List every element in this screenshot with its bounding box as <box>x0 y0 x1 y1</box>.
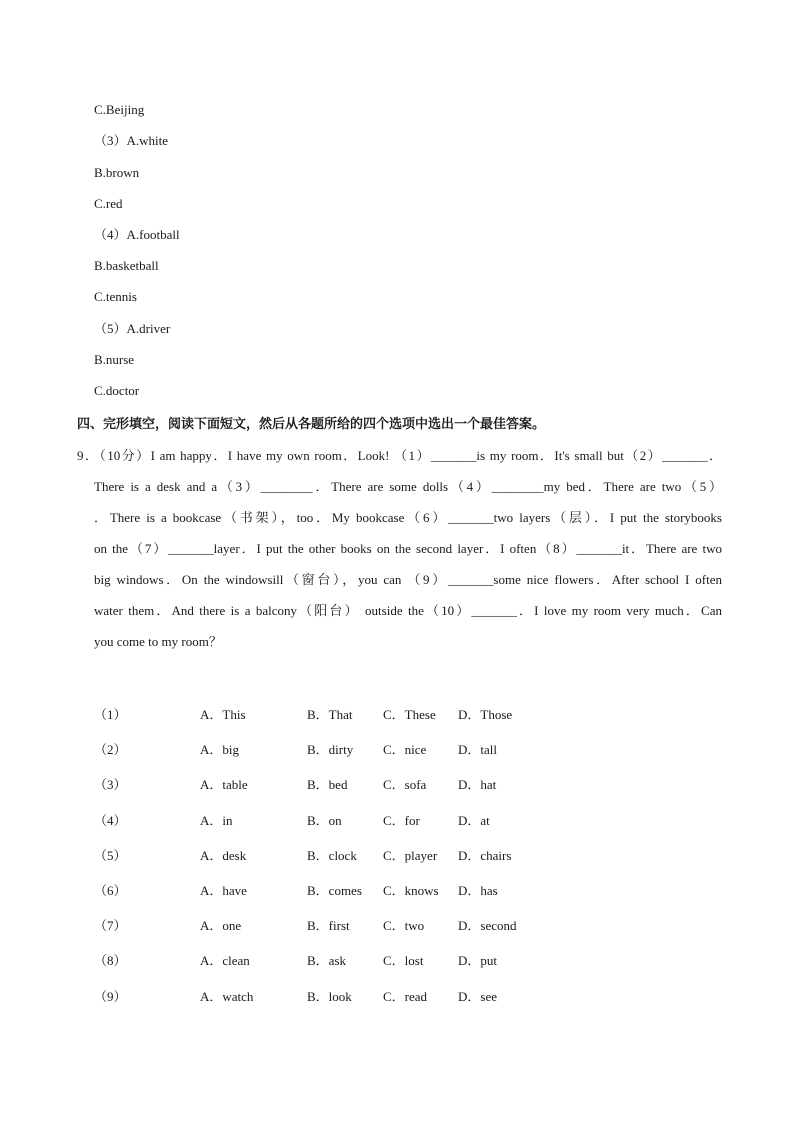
choice-a: A．This <box>200 707 246 723</box>
option-line: B.nurse <box>94 352 135 367</box>
table-row <box>94 872 538 907</box>
table-row <box>94 837 538 872</box>
question-number: （3） <box>94 777 127 793</box>
question-number: （8） <box>94 953 127 969</box>
choice-b: B．dirty <box>307 742 354 758</box>
choice-c: C．for <box>383 812 420 828</box>
question-number: （9） <box>94 988 127 1004</box>
table-row <box>94 978 538 1013</box>
choice-b: B．first <box>307 918 350 934</box>
table-row <box>94 942 538 977</box>
choice-c: C．knows <box>383 883 439 899</box>
table-row <box>94 766 538 801</box>
option-line: （5）A.driver <box>94 321 171 336</box>
table-row <box>94 731 538 766</box>
choice-b: B．ask <box>307 953 347 969</box>
choice-d: D．hat <box>458 777 497 793</box>
section-heading: 四、完形填空，阅读下面短文，然后从各题所给的四个选项中选出一个最佳答案。 <box>77 417 546 432</box>
choice-d: D．has <box>458 883 498 899</box>
choice-d: D．see <box>458 988 497 1004</box>
option-line: C.red <box>94 196 123 211</box>
option-line: （3）A.white <box>94 133 169 148</box>
question-number: （1） <box>94 707 127 723</box>
option-line: B.basketball <box>94 258 159 273</box>
table-row <box>94 802 538 837</box>
option-line: C.doctor <box>94 383 140 398</box>
choice-d: D．Those <box>458 707 513 723</box>
choice-a: A．clean <box>200 953 250 969</box>
table-row <box>94 696 538 731</box>
choice-a: A．have <box>200 883 247 899</box>
choice-a: A．in <box>200 812 233 828</box>
question-number: （6） <box>94 883 127 899</box>
passage-line: There is a desk and a（3）________．There are some dolls（4）________my bed．There are two（5） <box>94 479 722 494</box>
choice-a: A．watch <box>200 988 254 1004</box>
choice-a: A．table <box>200 777 248 793</box>
passage-line: water them．And there is a balcony（阳台） outside the（10）_______．I love my room very much．Can <box>94 603 722 618</box>
choice-d: D．chairs <box>458 847 512 863</box>
choice-c: C．nice <box>383 742 427 758</box>
choice-b: B．clock <box>307 847 357 863</box>
passage-line: you come to my room？ <box>94 634 222 649</box>
choice-a: A．one <box>200 918 242 934</box>
option-line: （4）A.football <box>94 227 180 242</box>
question-number: （5） <box>94 847 127 863</box>
passage-line: big windows．On the windowsill（窗台），you can （9）_______some nice flowers．After school I often <box>94 572 722 587</box>
option-line: B.brown <box>94 165 140 180</box>
choice-b: B．look <box>307 988 352 1004</box>
choice-b: B．That <box>307 707 353 723</box>
question-number: （7） <box>94 918 127 934</box>
choice-c: C．read <box>383 988 428 1004</box>
choice-c: C．lost <box>383 953 424 969</box>
choice-b: B．bed <box>307 777 348 793</box>
choices-table <box>94 696 538 1013</box>
question-number: （2） <box>94 742 127 758</box>
choice-a: A．big <box>200 742 240 758</box>
choice-d: D．second <box>458 918 517 934</box>
choice-c: C．player <box>383 847 438 863</box>
option-line: C.tennis <box>94 289 137 304</box>
choice-b: B．comes <box>307 883 362 899</box>
passage-line: ．There is a bookcase（书架），too．My bookcase（6）_______two layers（层）．I put the storybooks <box>94 510 722 525</box>
choice-c: C．two <box>383 918 425 934</box>
cloze-passage <box>77 440 722 657</box>
choice-d: D．tall <box>458 742 497 758</box>
choice-d: D．put <box>458 953 498 969</box>
choice-a: A．desk <box>200 847 247 863</box>
passage-line: 9．（10分）I am happy．I have my own room．Look! （1）_______is my room．It's small but（2）_______． <box>77 448 722 463</box>
table-row <box>94 907 538 942</box>
option-line: C.Beijing <box>94 102 145 117</box>
passage-line: on the（7）_______layer．I put the other books on the second layer．I often（8）_______it．There are two <box>94 541 722 556</box>
choice-b: B．on <box>307 812 342 828</box>
choice-d: D．at <box>458 812 490 828</box>
choice-c: C．These <box>383 707 436 723</box>
choice-c: C．sofa <box>383 777 427 793</box>
question-number: （4） <box>94 812 127 828</box>
